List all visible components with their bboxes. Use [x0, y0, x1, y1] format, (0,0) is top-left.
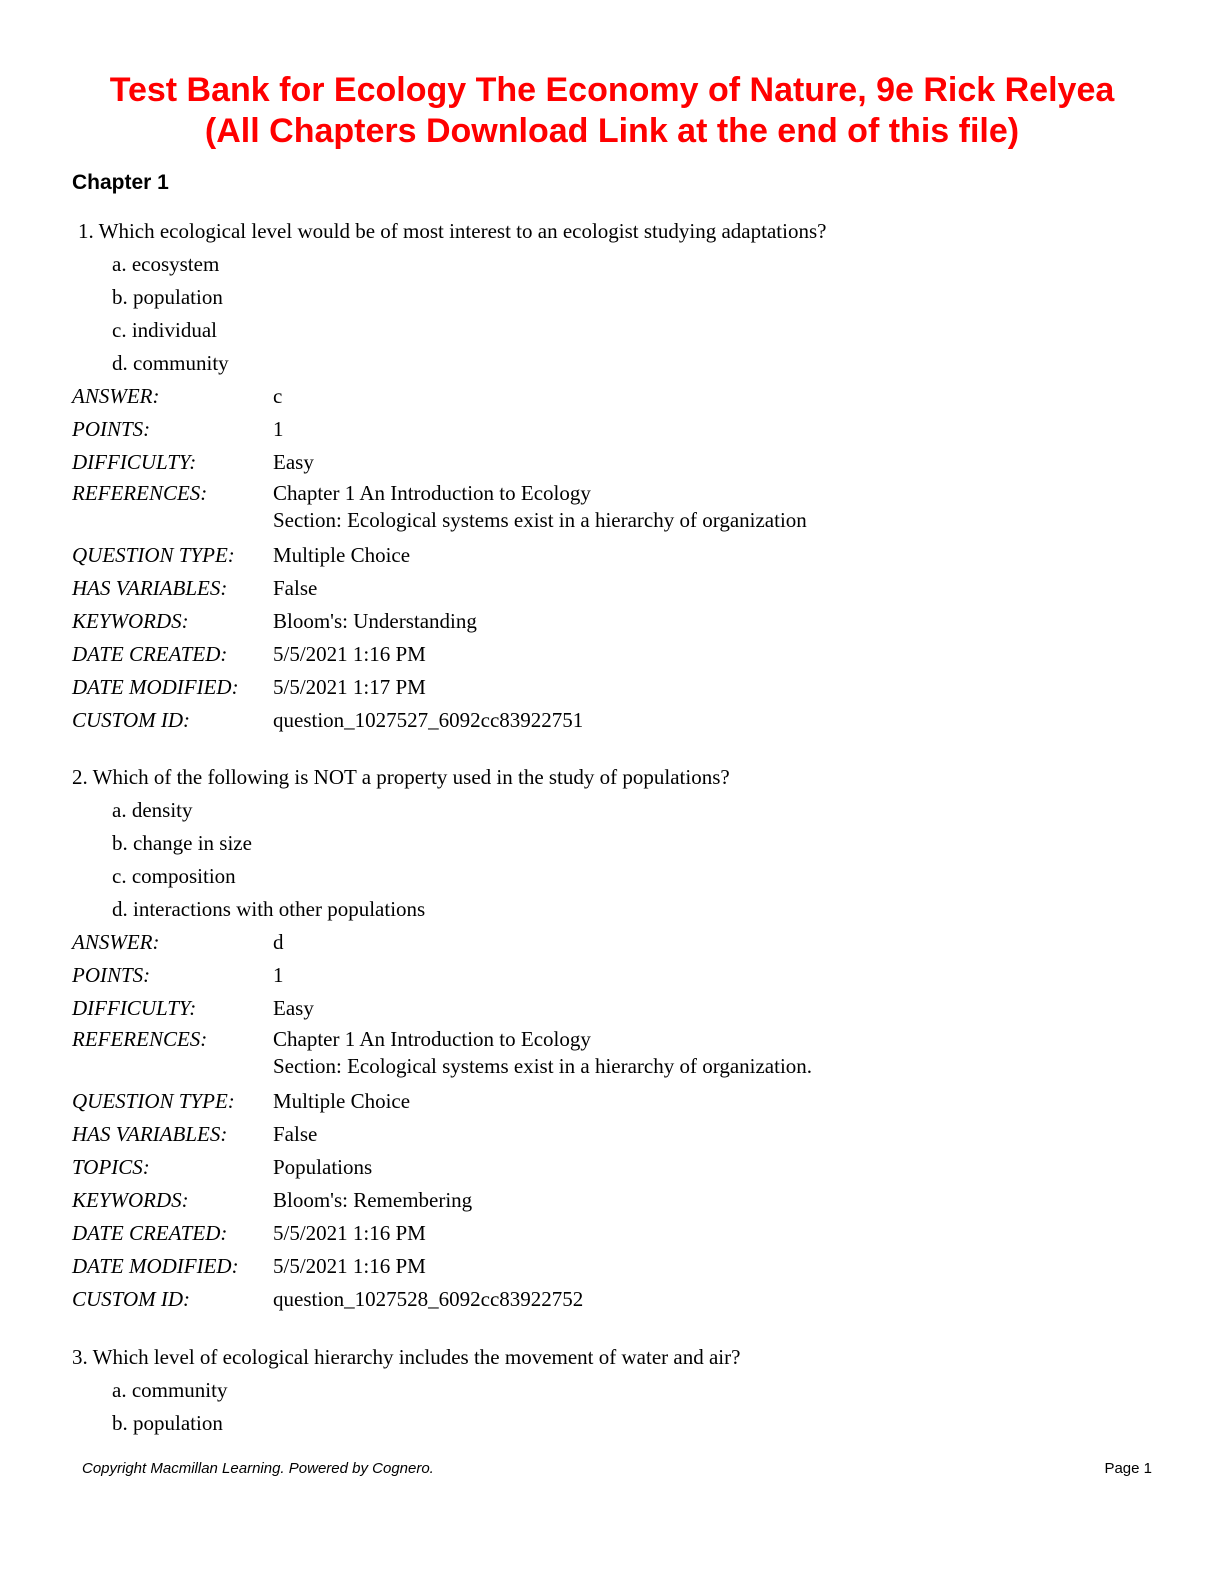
references-line-2: Section: Ecological systems exist in a hierarchy of organization.: [273, 1054, 813, 1078]
custom-id-row: [72, 1284, 1172, 1317]
question-type-label: QUESTION TYPE:: [72, 543, 235, 567]
question-stem: 3. Which level of ecological hierarchy includes the movement of water and air?: [72, 1345, 741, 1369]
has-variables-row: [72, 1119, 1172, 1152]
question-3: [72, 1342, 1172, 1441]
references-line-2: Section: Ecological systems exist in a hierarchy of organization: [273, 508, 807, 532]
keywords-label: KEYWORDS:: [72, 609, 189, 633]
question-type-row: [72, 1086, 1172, 1119]
topics-label: TOPICS:: [72, 1155, 150, 1179]
custom-id-label: CUSTOM ID:: [72, 708, 191, 732]
answer-row: [72, 927, 1172, 960]
answer-value: c: [273, 384, 283, 408]
has-variables-value: False: [273, 1122, 318, 1146]
keywords-value: Bloom's: Remembering: [273, 1188, 473, 1212]
keywords-value: Bloom's: Understanding: [273, 609, 477, 633]
references-line-1: Chapter 1 An Introduction to Ecology: [273, 481, 591, 505]
question-stem: 1. Which ecological level would be of most interest to an ecologist studying adaptations?: [78, 219, 827, 243]
has-variables-value: False: [273, 576, 318, 600]
answer-row: [72, 381, 1172, 414]
date-created-label: DATE CREATED:: [72, 1221, 228, 1245]
custom-id-row: [72, 705, 1172, 738]
option-a: a. ecosystem: [112, 252, 220, 276]
copyright-notice: Copyright Macmillan Learning. Powered by Cognero.: [82, 1460, 434, 1477]
answer-value: d: [273, 930, 284, 954]
references-row: [72, 1026, 1172, 1086]
date-modified-value: 5/5/2021 1:16 PM: [273, 1254, 426, 1278]
difficulty-value: Easy: [273, 450, 314, 474]
points-label: POINTS:: [72, 417, 151, 441]
points-row: [72, 414, 1172, 447]
topics-row: [72, 1152, 1172, 1185]
option-b: b. population: [112, 1411, 223, 1435]
date-modified-value: 5/5/2021 1:17 PM: [273, 675, 426, 699]
answer-label: ANSWER:: [72, 930, 160, 954]
date-created-label: DATE CREATED:: [72, 642, 228, 666]
references-row: [72, 480, 1172, 540]
option-b: b. population: [112, 285, 223, 309]
title-line-1: Test Bank for Ecology The Economy of Nature, 9e Rick Relyea: [109, 71, 1115, 109]
difficulty-row: [72, 993, 1172, 1026]
difficulty-label: DIFFICULTY:: [72, 450, 197, 474]
document-title: [60, 70, 1164, 152]
points-value: 1: [273, 963, 284, 987]
keywords-row: [72, 1185, 1172, 1218]
option-a: a. density: [112, 798, 193, 822]
references-label: REFERENCES:: [72, 481, 208, 505]
has-variables-label: HAS VARIABLES:: [72, 1122, 228, 1146]
keywords-row: [72, 606, 1172, 639]
date-created-value: 5/5/2021 1:16 PM: [273, 642, 426, 666]
question-1-metadata: [72, 381, 1172, 738]
difficulty-value: Easy: [273, 996, 314, 1020]
custom-id-value: question_1027527_6092cc83922751: [273, 708, 584, 732]
date-created-row: [72, 639, 1172, 672]
question-1: [78, 216, 1178, 381]
option-d: d. community: [112, 351, 229, 375]
date-modified-row: [72, 672, 1172, 705]
has-variables-row: [72, 573, 1172, 606]
points-value: 1: [273, 417, 284, 441]
difficulty-row: [72, 447, 1172, 480]
question-stem: 2. Which of the following is NOT a property used in the study of populations?: [72, 765, 730, 789]
references-line-1: Chapter 1 An Introduction to Ecology: [273, 1027, 591, 1051]
question-type-value: Multiple Choice: [273, 1089, 411, 1113]
points-label: POINTS:: [72, 963, 151, 987]
difficulty-label: DIFFICULTY:: [72, 996, 197, 1020]
chapter-heading: Chapter 1: [72, 171, 169, 194]
has-variables-label: HAS VARIABLES:: [72, 576, 228, 600]
option-d: d. interactions with other populations: [112, 897, 426, 921]
question-2-metadata: [72, 927, 1172, 1317]
question-type-value: Multiple Choice: [273, 543, 411, 567]
question-2: [72, 762, 1172, 927]
option-b: b. change in size: [112, 831, 252, 855]
date-modified-label: DATE MODIFIED:: [72, 675, 239, 699]
custom-id-label: CUSTOM ID:: [72, 1287, 191, 1311]
points-row: [72, 960, 1172, 993]
option-a: a. community: [112, 1378, 228, 1402]
topics-value: Populations: [273, 1155, 373, 1179]
date-created-row: [72, 1218, 1172, 1251]
keywords-label: KEYWORDS:: [72, 1188, 189, 1212]
date-modified-label: DATE MODIFIED:: [72, 1254, 239, 1278]
page-number: Page 1: [1104, 1460, 1152, 1477]
references-label: REFERENCES:: [72, 1027, 208, 1051]
date-created-value: 5/5/2021 1:16 PM: [273, 1221, 426, 1245]
question-type-label: QUESTION TYPE:: [72, 1089, 235, 1113]
option-c: c. composition: [112, 864, 236, 888]
answer-label: ANSWER:: [72, 384, 160, 408]
question-type-row: [72, 540, 1172, 573]
date-modified-row: [72, 1251, 1172, 1284]
custom-id-value: question_1027528_6092cc83922752: [273, 1287, 584, 1311]
option-c: c. individual: [112, 318, 217, 342]
title-line-2: (All Chapters Download Link at the end of this file): [204, 112, 1020, 150]
